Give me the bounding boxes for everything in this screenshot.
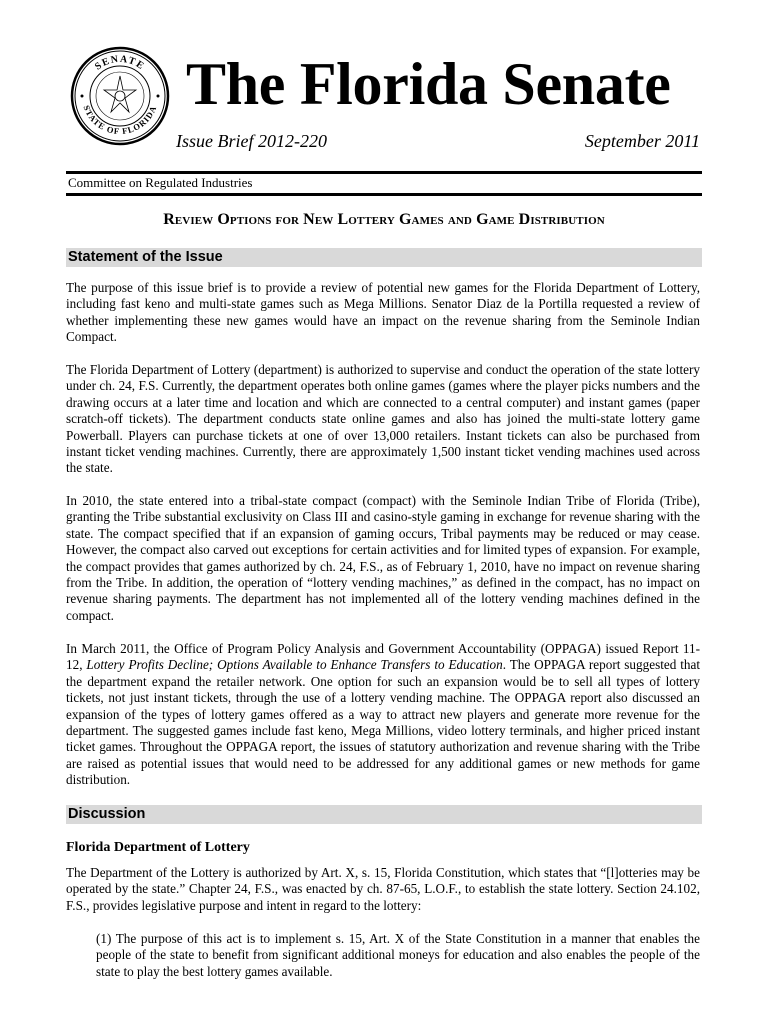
header-rule-bottom xyxy=(66,193,702,196)
svg-text:SENATE xyxy=(93,54,147,73)
section-heading-discussion: Discussion xyxy=(66,805,702,824)
issue-date: September 2011 xyxy=(584,131,700,151)
subheading-department-of-lottery: Florida Department of Lottery xyxy=(66,840,250,855)
paragraph-text: The purpose of this issue brief is to provide a review of potential new games for the Florida Department of Lottery, including fast keno and multi-state games such as Mega Millions. Senator Diaz de la Portilla requested a review of whether implementing these new games would have an impact on the revenue sharing from the Seminole Indian Compact. xyxy=(66,280,700,345)
paragraph-compact xyxy=(66,493,700,624)
paragraph-authorization xyxy=(66,865,700,914)
oppaga-text-end: . The OPPAGA report suggested that the department expand the retailer network. One option for such an expansion would be to sell all types of lottery tickets, not just instant tickets, through the use of a lottery vending machine. The OPPAGA report also discussed an expansion of the types of lottery games offered as a way to attract new players and generate more revenue for the department. The suggested games include fast keno, Mega Millions, video lottery terminals, and higher priced instant ticket games. Throughout the OPPAGA report, the issues of statutory authorization and revenue sharing with the Tribe are raised as potential issues that would need to be addressed for any additional games or new methods for game distribution. xyxy=(66,657,701,788)
florida-senate-seal xyxy=(70,46,170,146)
statute-quote xyxy=(96,931,700,980)
paragraph-text: The Florida Department of Lottery (department) is authorized to supervise and conduct the operation of the state lottery under ch. 24, F.S. Currently, the department operates both online games (games where the player picks numbers and the drawing occurs at a later time and location and which are connected to a central computer) and instant games (paper scratch-off tickets). The department conducts state online games and also has joined the multi-state lottery game Powerball. Players can purchase tickets at one of over 13,000 retailers. Instant tickets can also be purchased from instant ticket vending machines. Currently, there are approximately 1,500 instant ticket vending machines used across the state. xyxy=(66,362,700,476)
paragraph-text: In 2010, the state entered into a tribal-state compact (compact) with the Seminole Indian Tribe of Florida (Tribe), granting the Tribe substantial exclusivity on Class III and casino-style gaming in exchange for revenue sharing with the state. The compact specified that if an expansion of gaming occurs, Tribal payments may be reduced or may cease. However, the compact also carved out exceptions for certain activities and for limited types of expansion. For example, the compact provides that games authorized by ch. 24, F.S., as of February 1, 2010, have no impact on revenue sharing from the Tribe. In addition, the operation of “lottery vending machines,” as defined in the compact, has no impact on revenue sharing payments. The department has not implemented all of the lottery vending machines defined in the compact. xyxy=(66,493,700,623)
paragraph-text: The Department of the Lottery is authorized by Art. X, s. 15, Florida Constitution, which states that “[l]otteries may be operated by the state.” Chapter 24, F.S., was enacted by ch. 87-65, L.O.F., to establish the state lottery. Section 24.102, F.S., provides legislative purpose and intent in regard to the lottery: xyxy=(66,865,700,913)
seal-bottom-text: STATE OF FLORIDA xyxy=(81,103,159,137)
document-title: Review Options for New Lottery Games and Game Distribution xyxy=(163,211,605,228)
committee-name: Committee on Regulated Industries xyxy=(68,175,253,190)
oppaga-text-start: In March 2011, the Office of Program Policy Analysis and Government Accountability (OPPAGA) issued Report 11-12, xyxy=(66,641,700,673)
paragraph-oppaga xyxy=(66,641,700,789)
paragraph-purpose xyxy=(66,280,700,346)
header-rule-top xyxy=(66,171,702,174)
paragraph-department xyxy=(66,362,700,477)
issue-line xyxy=(176,130,700,152)
seal-top-text: SENATE xyxy=(93,53,147,73)
quote-text: (1) The purpose of this act is to implement s. 15, Art. X of the State Constitution in a manner that enables the people of the state to benefit from significant additional moneys for education and also enables the people of the state to play the best lottery games available. xyxy=(96,931,700,979)
section-heading-statement: Statement of the Issue xyxy=(66,248,702,267)
page-title: The Florida Senate xyxy=(186,51,671,117)
issue-number: Issue Brief 2012-220 xyxy=(176,131,327,151)
report-title: Lottery Profits Decline; Options Available to Enhance Transfers to Education xyxy=(86,657,503,673)
paragraph-text xyxy=(66,641,700,789)
